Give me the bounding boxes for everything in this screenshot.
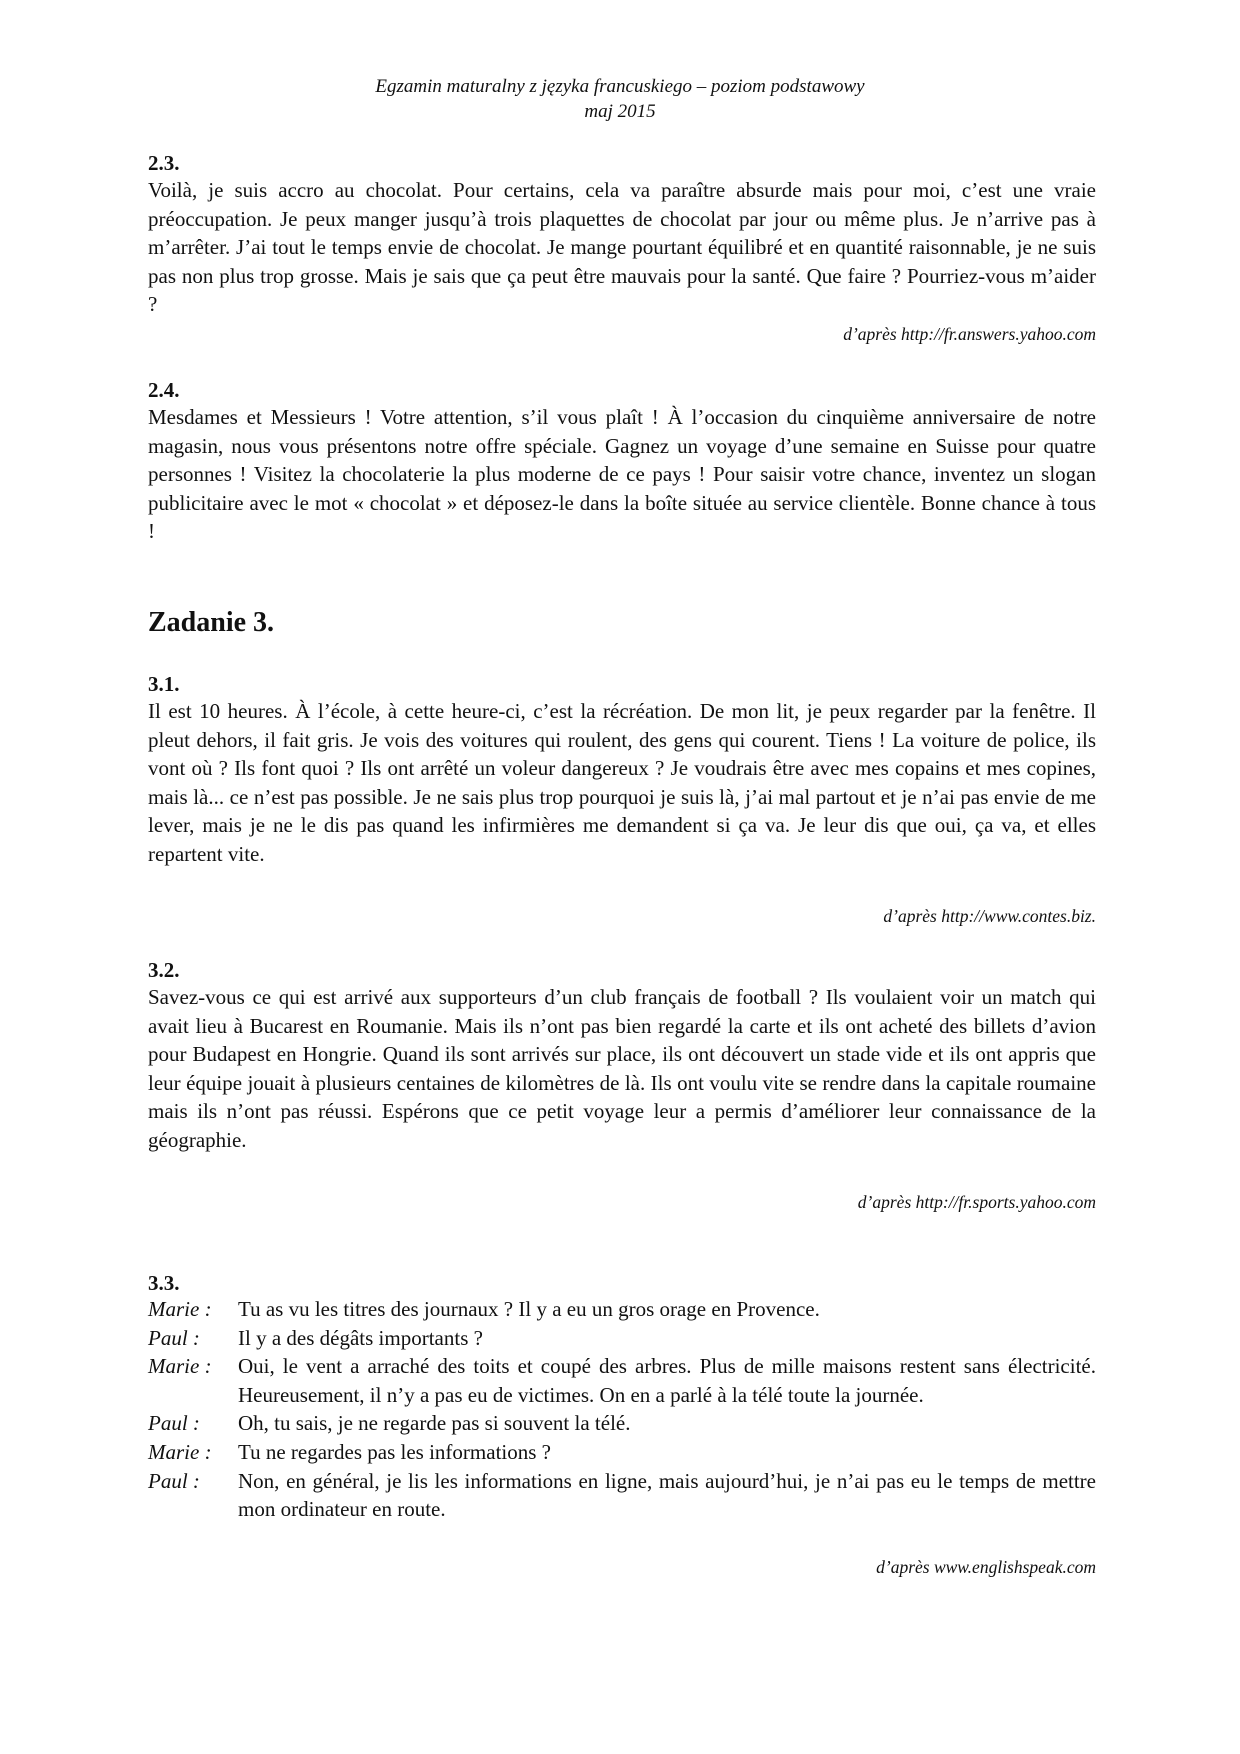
section-2-4 (148, 377, 1096, 546)
dialogue-line (148, 1352, 1096, 1409)
section-text: Savez-vous ce qui est arrivé aux supporteurs d’un club français de football ? Ils voulaient voir un match qui avait lieu à Bucarest en Roumanie. Mais ils n’ont pas bien regardé la carte et ils ont acheté des billets d’avion pour Budapest en Hongrie. Quand ils sont arrivés sur place, ils ont découvert un stade vide et ils ont appris que leur équipe jouait à plusieurs centaines de kilomètres de là. Ils ont voulu vite se rendre dans la capitale roumaine mais ils n’ont pas réussi. Espérons que ce petit voyage leur a permis d’améliorer leur connaissance de la géographie. (148, 985, 1096, 1152)
dialogue-line (148, 1295, 1096, 1324)
page-header (0, 74, 1240, 124)
dialogue-line (148, 1467, 1096, 1524)
speech: Tu ne regardes pas les informations ? (238, 1439, 551, 1464)
section-text: Il est 10 heures. À l’école, à cette heure-ci, c’est la récréation. De mon lit, je peux regarder par la fenêtre. Il pleut dehors, il fait gris. Je vois des voitures qui roulent, des gens qui courent. Tiens ! La voiture de police, ils vont où ? Ils font quoi ? Ils ont arrêté un voleur dangereux ? Je voudrais être avec mes copains et mes copines, mais là... ce n’est pas possible. Je ne sais plus trop pourquoi je suis là, j’ai mal partout et je n’ai pas envie de me lever, mais je ne le dis pas quand les infirmières me demandent si ça va. Je leur dis que oui, ça va, et elles repartent vite. (148, 699, 1096, 866)
source-2-3: d’après http://fr.answers.yahoo.com (843, 324, 1096, 344)
speaker: Paul : (148, 1325, 200, 1350)
exam-title: Egzamin maturalny z języka francuskiego – poziom podstawowy (375, 76, 865, 97)
speech: Tu as vu les titres des journaux ? Il y a eu un gros orage en Provence. (238, 1297, 820, 1321)
speaker: Marie : (148, 1439, 212, 1464)
task-3-title: Zadanie 3. (148, 607, 275, 638)
source-3-2: d’après http://fr.sports.yahoo.com (857, 1192, 1096, 1212)
section-3-1 (148, 671, 1096, 869)
source-3-3: d’après www.englishspeak.com (876, 1557, 1096, 1577)
speech: Oh, tu sais, je ne regarde pas si souvent la télé. (238, 1411, 631, 1436)
section-number: 2.4. (148, 378, 180, 402)
section-text: Voilà, je suis accro au chocolat. Pour certains, cela va paraître absurde mais pour moi, c’est une vraie préoccupation. Je peux manger jusqu’à trois plaquettes de chocolat par jour ou même plus. Je n’arrive pas à m’arrêter. J’ai tout le temps envie de chocolat. Je mange pourtant équilibré et en quantité raisonnable, je ne suis pas non plus trop grosse. Mais je sais que ça peut être mauvais pour la santé. Que faire ? Pourriez-vous m’aider ? (148, 178, 1096, 317)
speech: Oui, le vent a arraché des toits et coupé des arbres. Plus de mille maisons restent sans électricité. Heureusement, il n’y a pas eu de victimes. On en a parlé à la télé toute la journée. (238, 1354, 1096, 1407)
section-number: 3.2. (148, 958, 180, 982)
speaker: Paul : (148, 1411, 200, 1436)
section-number: 2.3. (148, 151, 180, 175)
section-number: 3.3. (148, 1271, 180, 1295)
section-text: Mesdames et Messieurs ! Votre attention, s’il vous plaît ! À l’occasion du cinquième anniversaire de notre magasin, nous vous présentons notre offre spéciale. Gagnez un voyage d’une semaine en Suisse pour quatre personnes ! Visitez la chocolaterie la plus moderne de ce pays ! Pour saisir votre chance, inventez un slogan publicitaire avec le mot « chocolat » et déposez-le dans la boîte située au service clientèle. Bonne chance à tous ! (148, 405, 1096, 544)
exam-date: maj 2015 (584, 101, 656, 122)
speaker: Marie : (148, 1354, 212, 1379)
source-3-1: d’après http://www.contes.biz. (883, 906, 1096, 926)
dialogue (148, 1295, 1096, 1524)
dialogue-line (148, 1409, 1096, 1438)
dialogue-line (148, 1438, 1096, 1467)
speech: Il y a des dégâts importants ? (238, 1325, 483, 1350)
speaker: Paul : (148, 1468, 200, 1493)
section-number: 3.1. (148, 672, 180, 696)
speaker: Marie : (148, 1297, 212, 1321)
section-3-2 (148, 957, 1096, 1155)
section-3-3-number-wrap (148, 1270, 1096, 1296)
speech: Non, en général, je lis les informations en ligne, mais aujourd’hui, je n’ai pas eu le temps de mettre mon ordinateur en route. (238, 1468, 1096, 1522)
dialogue-line (148, 1324, 1096, 1353)
section-2-3 (148, 150, 1096, 319)
